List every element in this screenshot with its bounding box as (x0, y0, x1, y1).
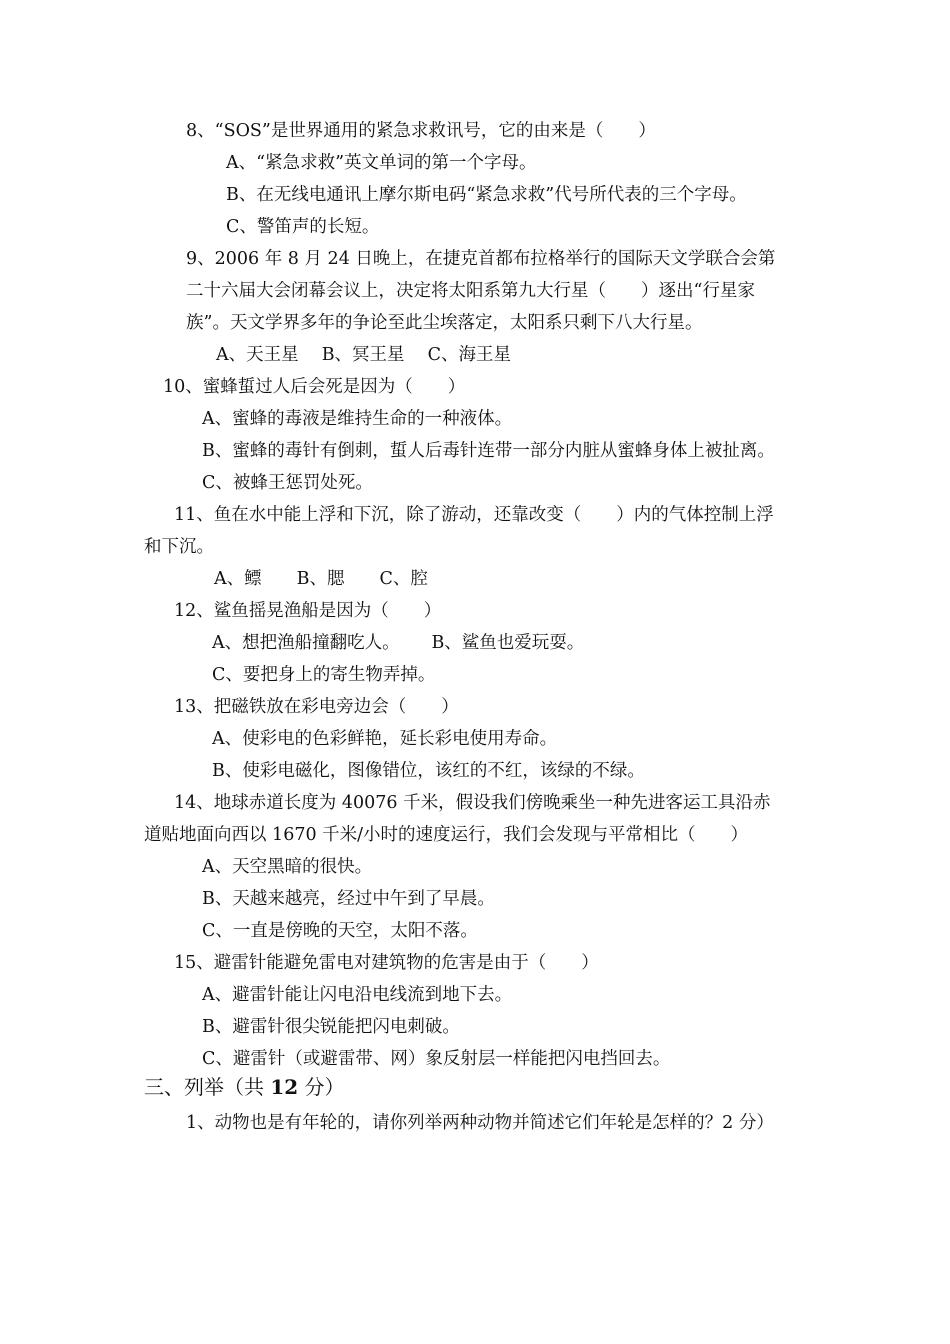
question-15-option-c: C、避雷针（或避雷带、网）象反射层一样能把闪电挡回去。 (202, 1049, 671, 1069)
question-8-option-b: B、在无线电通讯上摩尔斯电码“紧急求救”代号所代表的三个字母。 (226, 185, 747, 205)
section-3-heading (144, 1074, 345, 1100)
question-14-option-b: B、天越来越亮，经过中午到了早晨。 (202, 889, 495, 909)
question-8-option-a: A、“紧急求救”英文单词的第一个字母。 (226, 153, 537, 173)
question-13-option-a: A、使彩电的色彩鲜艳，延长彩电使用寿命。 (212, 729, 558, 749)
question-15-stem: 15、避雷针能避免雷电对建筑物的危害是由于（ ） (174, 953, 599, 973)
question-9-stem-line-3: 族”。天文学界多年的争论至此尘埃落定，太阳系只剩下八大行星。 (186, 313, 703, 333)
question-14-stem-line-2: 道贴地面向西以 1670 千米/小时的速度运行，我们会发现与平常相比（ ） (144, 825, 749, 845)
question-10-option-b: B、蜜蜂的毒针有倒刺，蜇人后毒针连带一部分内脏从蜜蜂身体上被扯离。 (202, 441, 775, 461)
question-11-stem-line-1: 11、鱼在水中能上浮和下沉，除了游动，还靠改变（ ）内的气体控制上浮 (174, 505, 774, 525)
question-14-option-c: C、一直是傍晚的天空，太阳不落。 (202, 921, 478, 941)
question-10-option-a: A、蜜蜂的毒液是维持生命的一种液体。 (202, 409, 513, 429)
question-11-stem-line-2: 和下沉。 (144, 537, 214, 557)
question-14-stem-line-1: 14、地球赤道长度为 40076 千米，假设我们傍晚乘坐一种先进客运工具沿赤 (174, 793, 771, 813)
question-15-option-b: B、避雷针很尖锐能把闪电刺破。 (202, 1017, 460, 1037)
question-8-option-c: C、警笛声的长短。 (226, 217, 380, 237)
question-12-stem: 12、鲨鱼摇晃渔船是因为（ ） (174, 601, 442, 621)
question-10-option-c: C、被蜂王惩罚处死。 (202, 473, 373, 493)
question-9-options: A、天王星 B、冥王星 C、海王星 (216, 345, 512, 365)
question-14-option-a: A、天空黑暗的很快。 (202, 857, 373, 877)
question-12-options-ab: A、想把渔船撞翻吃人。 B、鲨鱼也爱玩耍。 (212, 633, 585, 653)
section-3-question-1: 1、动物也是有年轮的，请你列举两种动物并简述它们年轮是怎样的？2 分） (186, 1113, 774, 1133)
section-3-heading-suffix: 分） (298, 1075, 345, 1099)
question-12-option-c: C、要把身上的寄生物弄掉。 (212, 665, 436, 685)
question-8-stem: 8、“SOS”是世界通用的紧急求救讯号，它的由来是（ ） (186, 121, 656, 141)
question-13-option-b: B、使彩电磁化，图像错位，该红的不红，该绿的不绿。 (212, 761, 645, 781)
section-3-heading-score: 12 (270, 1075, 299, 1099)
section-3-heading-prefix: 三、列举（共 (144, 1075, 271, 1099)
question-13-stem: 13、把磁铁放在彩电旁边会（ ） (174, 697, 459, 717)
question-11-options: A、鳔 B、腮 C、腔 (214, 569, 428, 589)
question-9-stem-line-2: 二十六届大会闭幕会议上，决定将太阳系第九大行星（ ）逐出“行星家 (186, 281, 755, 301)
question-10-stem: 10、蜜蜂蜇过人后会死是因为（ ） (163, 377, 466, 397)
question-15-option-a: A、避雷针能让闪电沿电线流到地下去。 (202, 985, 513, 1005)
question-9-stem-line-1: 9、2006 年 8 月 24 日晚上，在捷克首都布拉格举行的国际天文学联合会第 (186, 249, 776, 269)
